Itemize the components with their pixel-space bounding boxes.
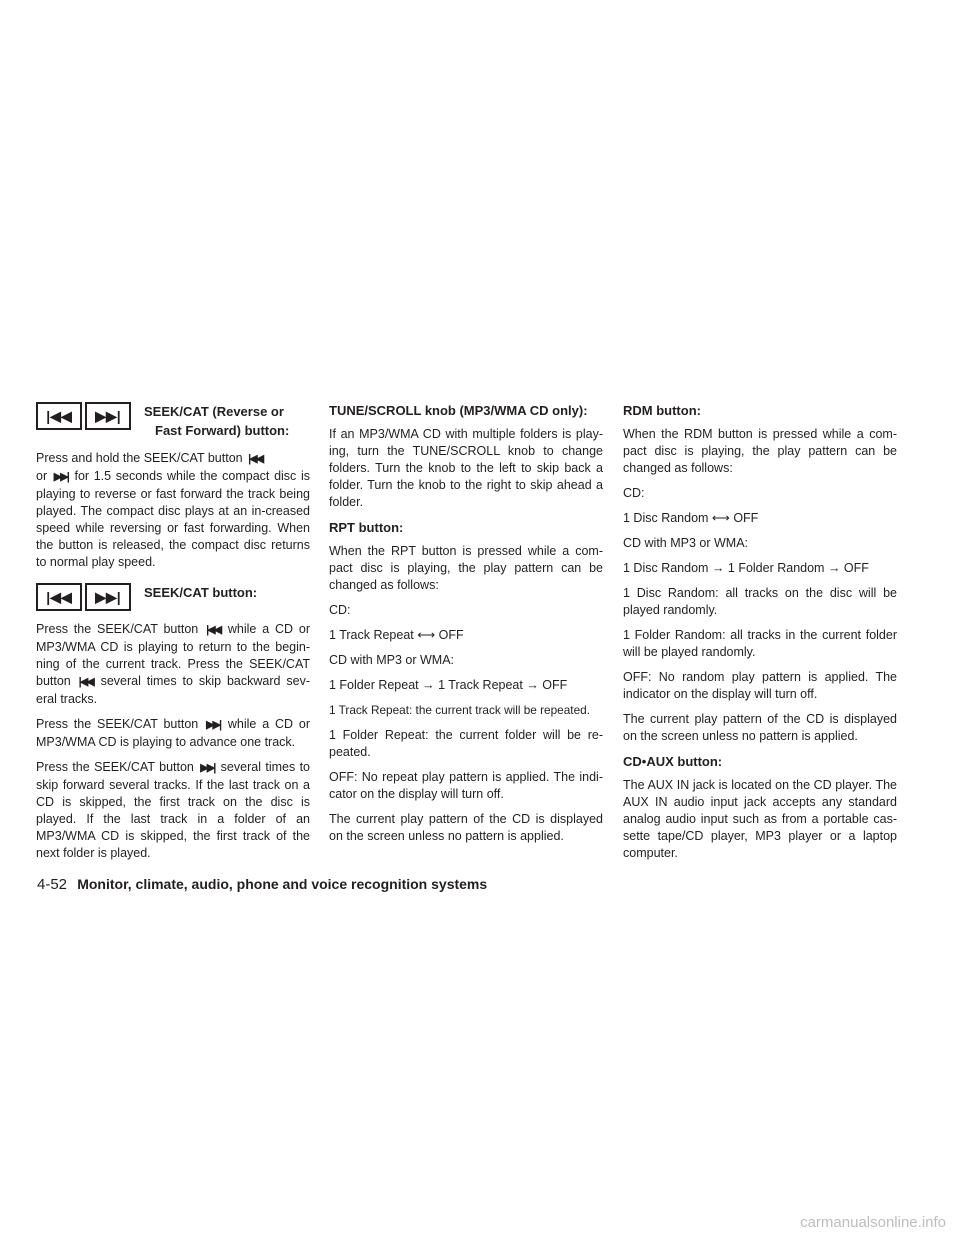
text: several times to skip backward sev-eral tracks. [36,674,310,706]
paragraph: 1 Disc Random: all tracks on the disc will be played randomly. [623,586,897,617]
seek-button-pair-icon [36,583,134,611]
heading: RPT button: [329,520,404,535]
skip-back-icon: |◀◀ [78,676,93,688]
column-2 [329,402,603,853]
text: or [36,469,48,483]
paragraph: 1 Folder Random: all tracks in the current folder will be played randomly. [623,628,897,659]
text: Press the SEEK/CAT button [36,760,194,774]
paragraph: 1 Folder Repeat → 1 Track Repeat → OFF [329,678,568,692]
text: Press and hold the SEEK/CAT button [36,451,243,465]
seek-cat-heading [36,583,310,611]
paragraph: CD: [329,603,351,617]
paragraph: 1 Track Repeat: the current track will be repeated. [329,703,590,717]
heading-line1: SEEK/CAT (Reverse or [144,404,284,419]
paragraph: If an MP3/WMA CD with multiple folders is play-ing, turn the TUNE/SCROLL knob to change folders. Turn the knob to the left to skip back a folder. Turn the knob to the right to skip ahead a folder. [329,427,603,509]
paragraph: The current play pattern of the CD is displayed on the screen unless no pattern is applied. [329,812,603,843]
paragraph: 1 Disc Random ⟷ OFF [623,511,759,525]
text: for 1.5 seconds while the compact disc is playing to reverse or fast forward the track being played. The compact disc plays at an in-creased speed while reversing or fast forwarding. When the button is released, the compact disc returns to normal play speed. [36,469,310,569]
seek-cat-reverse-ff-heading [36,402,310,440]
paragraph: The current play pattern of the CD is displayed on the screen unless no pattern is applied. [623,712,897,743]
page-footer [37,876,487,893]
heading: CD•AUX button: [623,754,723,769]
paragraph: CD with MP3 or WMA: [329,653,455,667]
text: Press the SEEK/CAT button [36,717,199,731]
paragraph: When the RDM button is pressed while a com-pact disc is playing, the play pattern can be changed as follows: [623,427,897,475]
text: Press the SEEK/CAT button [36,622,199,636]
heading: RDM button: [623,403,701,418]
skip-back-icon: |◀◀ [36,402,82,430]
paragraph [36,716,310,751]
paragraph [36,450,310,571]
skip-forward-icon: ▶▶| [85,583,131,611]
column-3 [623,402,897,870]
skip-forward-icon: ▶▶| [85,402,131,430]
skip-back-icon: |◀◀ [36,583,82,611]
column-1 [36,402,310,870]
paragraph [36,759,310,862]
paragraph: OFF: No random play pattern is applied. The indicator on the display will turn off. [623,670,897,701]
text: while a CD or MP3/WMA CD is playing to advance one track. [36,717,310,749]
heading: TUNE/SCROLL knob (MP3/WMA CD only): [329,403,588,418]
skip-back-icon: |◀◀ [248,453,263,465]
skip-forward-icon: ▶▶| [53,471,68,483]
heading: SEEK/CAT button: [144,585,258,600]
paragraph: CD: [623,486,645,500]
page-number: 4-52 [37,876,68,893]
paragraph: When the RPT button is pressed while a com-pact disc is playing, the play pattern can be changed as follows: [329,544,603,592]
paragraph: OFF: No repeat play pattern is applied. The indi-cator on the display will turn off. [329,770,603,801]
heading-line2: Fast Forward) button: [155,423,290,438]
paragraph: CD with MP3 or WMA: [623,536,749,550]
text: several times to skip forward several tracks. If the last track on a CD is skipped, the first track on the disc is played. If the last track in a folder of an MP3/WMA CD is skipped, the first track of the next folder is played. [36,760,311,860]
seek-button-pair-icon [36,402,134,430]
watermark[interactable]: carmanualsonline.info [800,1214,946,1231]
paragraph: 1 Folder Repeat: the current folder will be re-peated. [329,728,603,759]
paragraph [36,621,310,708]
skip-back-icon: |◀◀ [206,624,221,636]
paragraph: 1 Track Repeat ⟷ OFF [329,628,464,642]
paragraph: The AUX IN jack is located on the CD player. The AUX IN audio input jack accepts any standard analog audio input such as from a portable cas-sette tape/CD player, MP3 player or a laptop computer. [623,778,897,860]
text: while a CD or MP3/WMA CD is playing to return to the begin-ning of the current track. Press the SEEK/CAT button [36,622,310,688]
skip-forward-icon: ▶▶| [200,762,215,774]
skip-forward-icon: ▶▶| [206,719,221,731]
section-title: Monitor, climate, audio, phone and voice recognition systems [77,876,488,892]
paragraph: 1 Disc Random → 1 Folder Random → OFF [623,561,869,575]
